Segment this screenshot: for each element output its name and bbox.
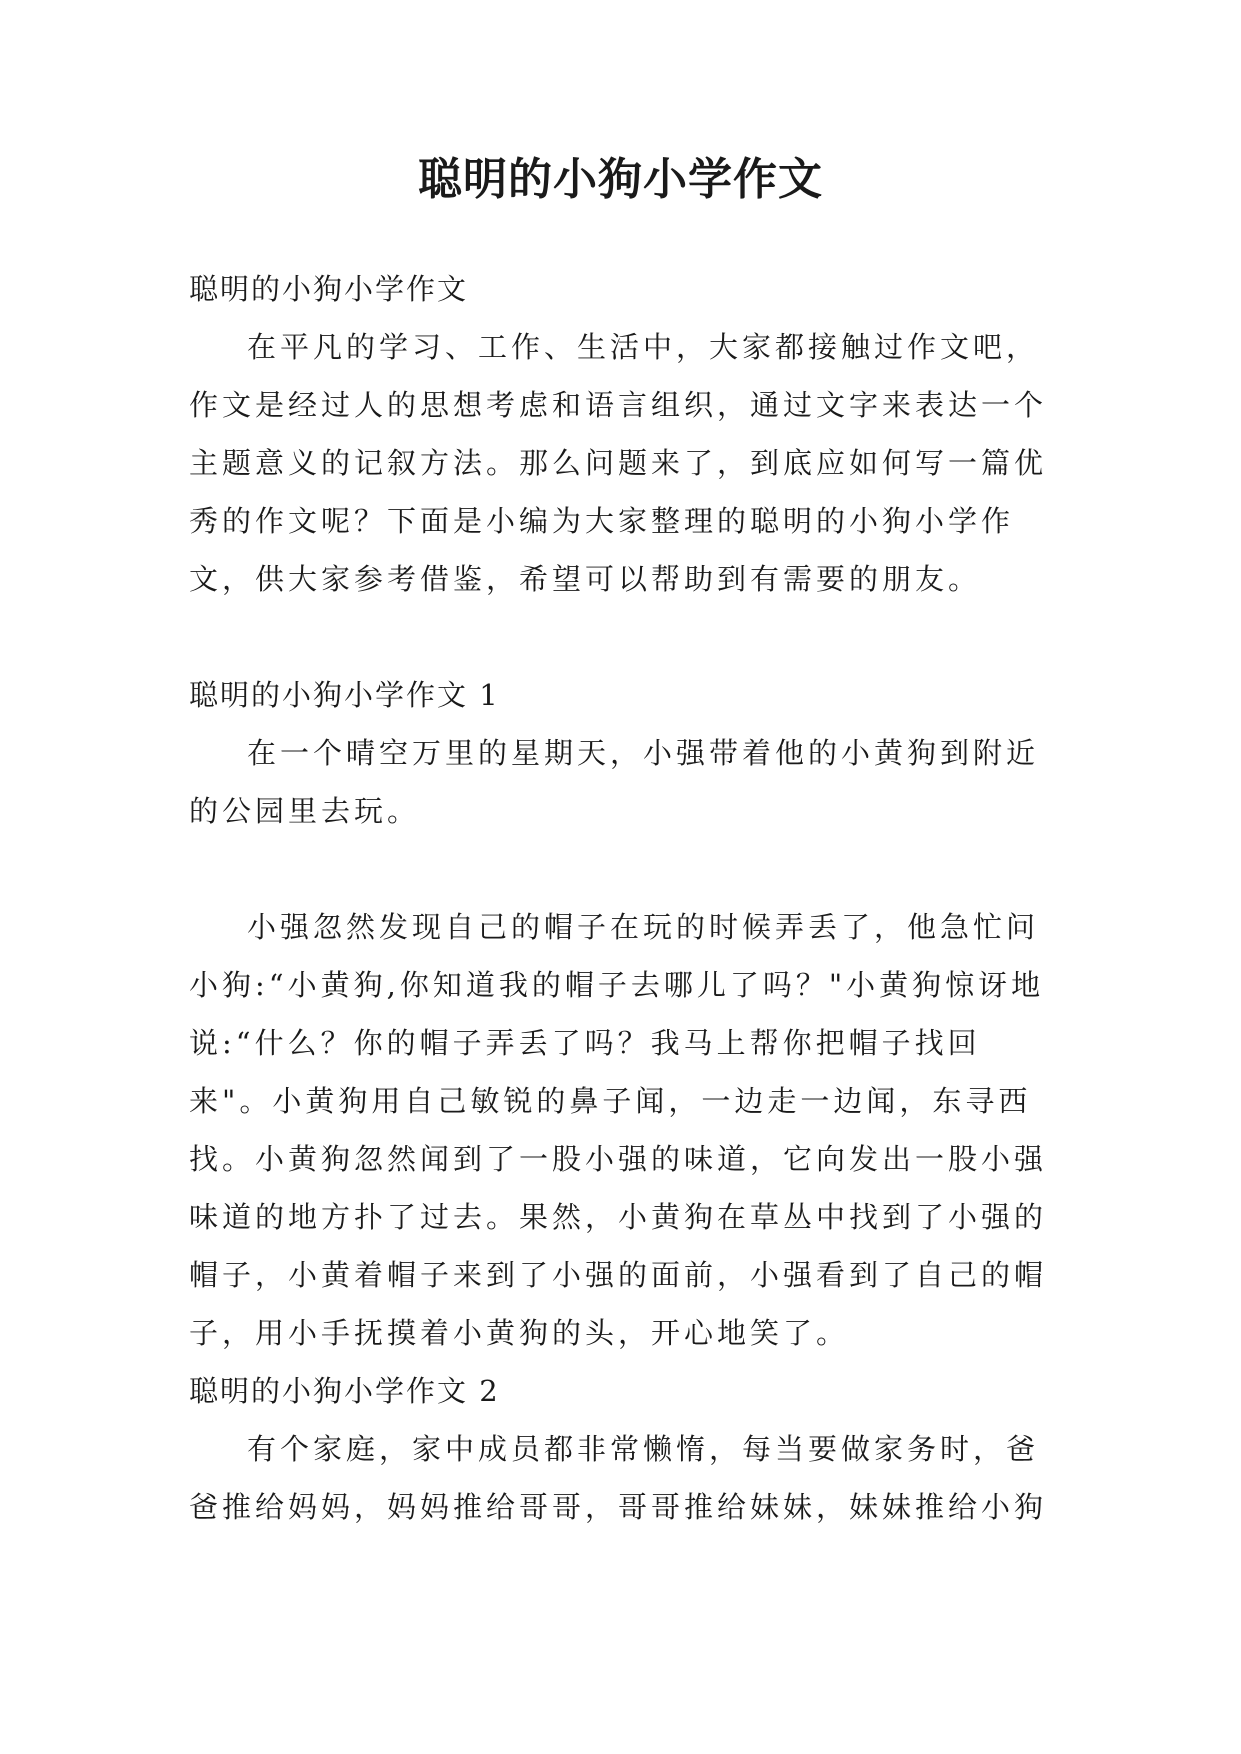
section-2-paragraph-1: 有个家庭，家中成员都非常懒惰，每当要做家务时，爸爸推给妈妈，妈妈推给哥哥，哥哥推给妹妹，妹妹推给小狗 [189,1432,1048,1524]
section-1-paragraph-1: 在一个晴空万里的星期天，小强带着他的小黄狗到附近的公园里去玩。 [189,736,1040,828]
document-title: 聪明的小狗小学作文 [418,154,823,205]
paragraph-gap [189,608,1059,666]
section-1-paragraph-2: 小强忽然发现自己的帽子在玩的时候弄丢了，他急忙问小狗:“小黄狗,你知道我的帽子去哪儿了吗？"小黄狗惊讶地说:“什么？你的帽子弄丢了吗？我马上帮你把帽子找回来"。小黄狗用自己敏锐的鼻子闻，一边走一边闻，东寻西找。小黄狗忽然闻到了一股小强的味道，它向发出一股小强味道的地方扑了过去。果然，小黄狗在草丛中找到了小强的帽子，小黄着帽子来到了小强的面前，小强看到了自己的帽子，用小手抚摸着小黄狗的头，开心地笑了。 [189,910,1048,1350]
paragraph-gap [189,840,1059,898]
document-body [189,260,1059,1536]
intro-heading: 聪明的小狗小学作文 [189,272,469,306]
section-2-heading: 聪明的小狗小学作文 2 [189,1374,500,1408]
intro-paragraph: 在平凡的学习、工作、生活中，大家都接触过作文吧，作文是经过人的思想考虑和语言组织，通过文字来表达一个主题意义的记叙方法。那么问题来了，到底应如何写一篇优秀的作文呢？下面是小编为大家整理的聪明的小狗小学作文，供大家参考借鉴，希望可以帮助到有需要的朋友。 [189,330,1048,596]
section-1-heading: 聪明的小狗小学作文 1 [189,678,500,712]
